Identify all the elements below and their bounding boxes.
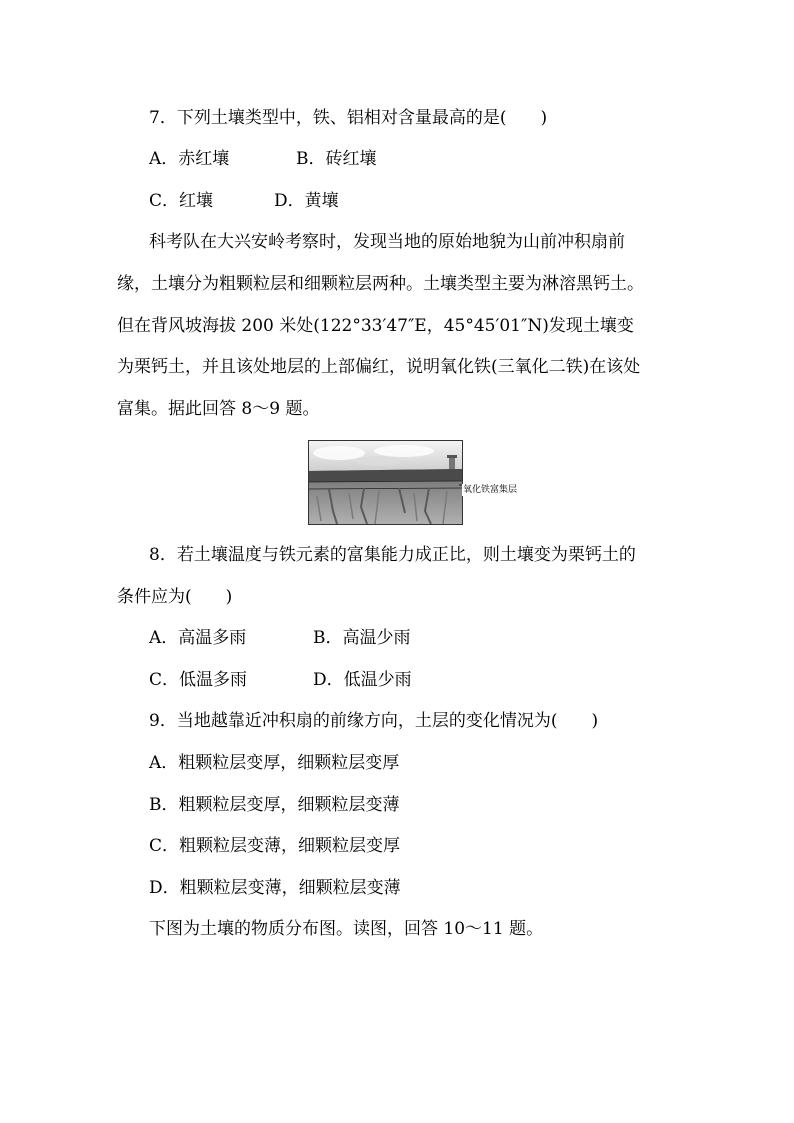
iron-oxide-layer-label: 氧化铁富集层 — [463, 485, 518, 495]
q8-option-a: A．高温多雨 — [149, 628, 247, 648]
q9-option-c: C．粗颗粒层变薄，细颗粒层变厚 — [149, 836, 401, 856]
q7-option-a: A．赤红壤 — [149, 149, 230, 169]
q9-stem: 9．当地越靠近冲积扇的前缘方向，土层的变化情况为( ) — [149, 711, 599, 731]
passage1-line4: 为栗钙土，并且该处地层的上部偏红，说明氧化铁(三氧化二铁)在该处 — [117, 357, 641, 377]
q8-option-d: D．低温少雨 — [313, 670, 412, 690]
q8-option-b: B．高温少雨 — [313, 628, 411, 648]
q7-option-d: D．黄壤 — [274, 191, 339, 211]
soil-profile-illustration — [309, 441, 462, 524]
q9-option-a: A．粗颗粒层变厚，细颗粒层变厚 — [149, 753, 400, 773]
passage1-line2: 缘，土壤分为粗颗粒层和细颗粒层两种。土壤类型主要为淋溶黑钙土。 — [117, 274, 644, 294]
q8-stem-line1: 8．若土壤温度与铁元素的富集能力成正比，则土壤变为栗钙土的 — [149, 545, 636, 565]
q9-option-d: D．粗颗粒层变薄，细颗粒层变薄 — [149, 878, 401, 898]
q7-stem: 7．下列土壤类型中，铁、铝相对含量最高的是( ) — [149, 108, 548, 128]
soil-profile-photo — [308, 440, 463, 525]
q8-option-c: C．低温多雨 — [149, 670, 248, 690]
passage1-line3: 但在背风坡海拔 200 米处(122°33′47″E，45°45′01″N)发现土壤变 — [117, 316, 634, 336]
passage2-line1: 下图为土壤的物质分布图。读图，回答 10～11 题。 — [149, 919, 544, 939]
q7-option-c: C．红壤 — [149, 191, 214, 211]
passage1-line1: 科考队在大兴安岭考察时，发现当地的原始地貌为山前冲积扇前 — [149, 232, 625, 252]
q7-option-b: B．砖红壤 — [296, 149, 377, 169]
q9-option-b: B．粗颗粒层变厚，细颗粒层变薄 — [149, 795, 400, 815]
passage1-line5: 富集。据此回答 8～9 题。 — [117, 399, 320, 419]
q8-stem-line2: 条件应为( ) — [117, 587, 233, 607]
